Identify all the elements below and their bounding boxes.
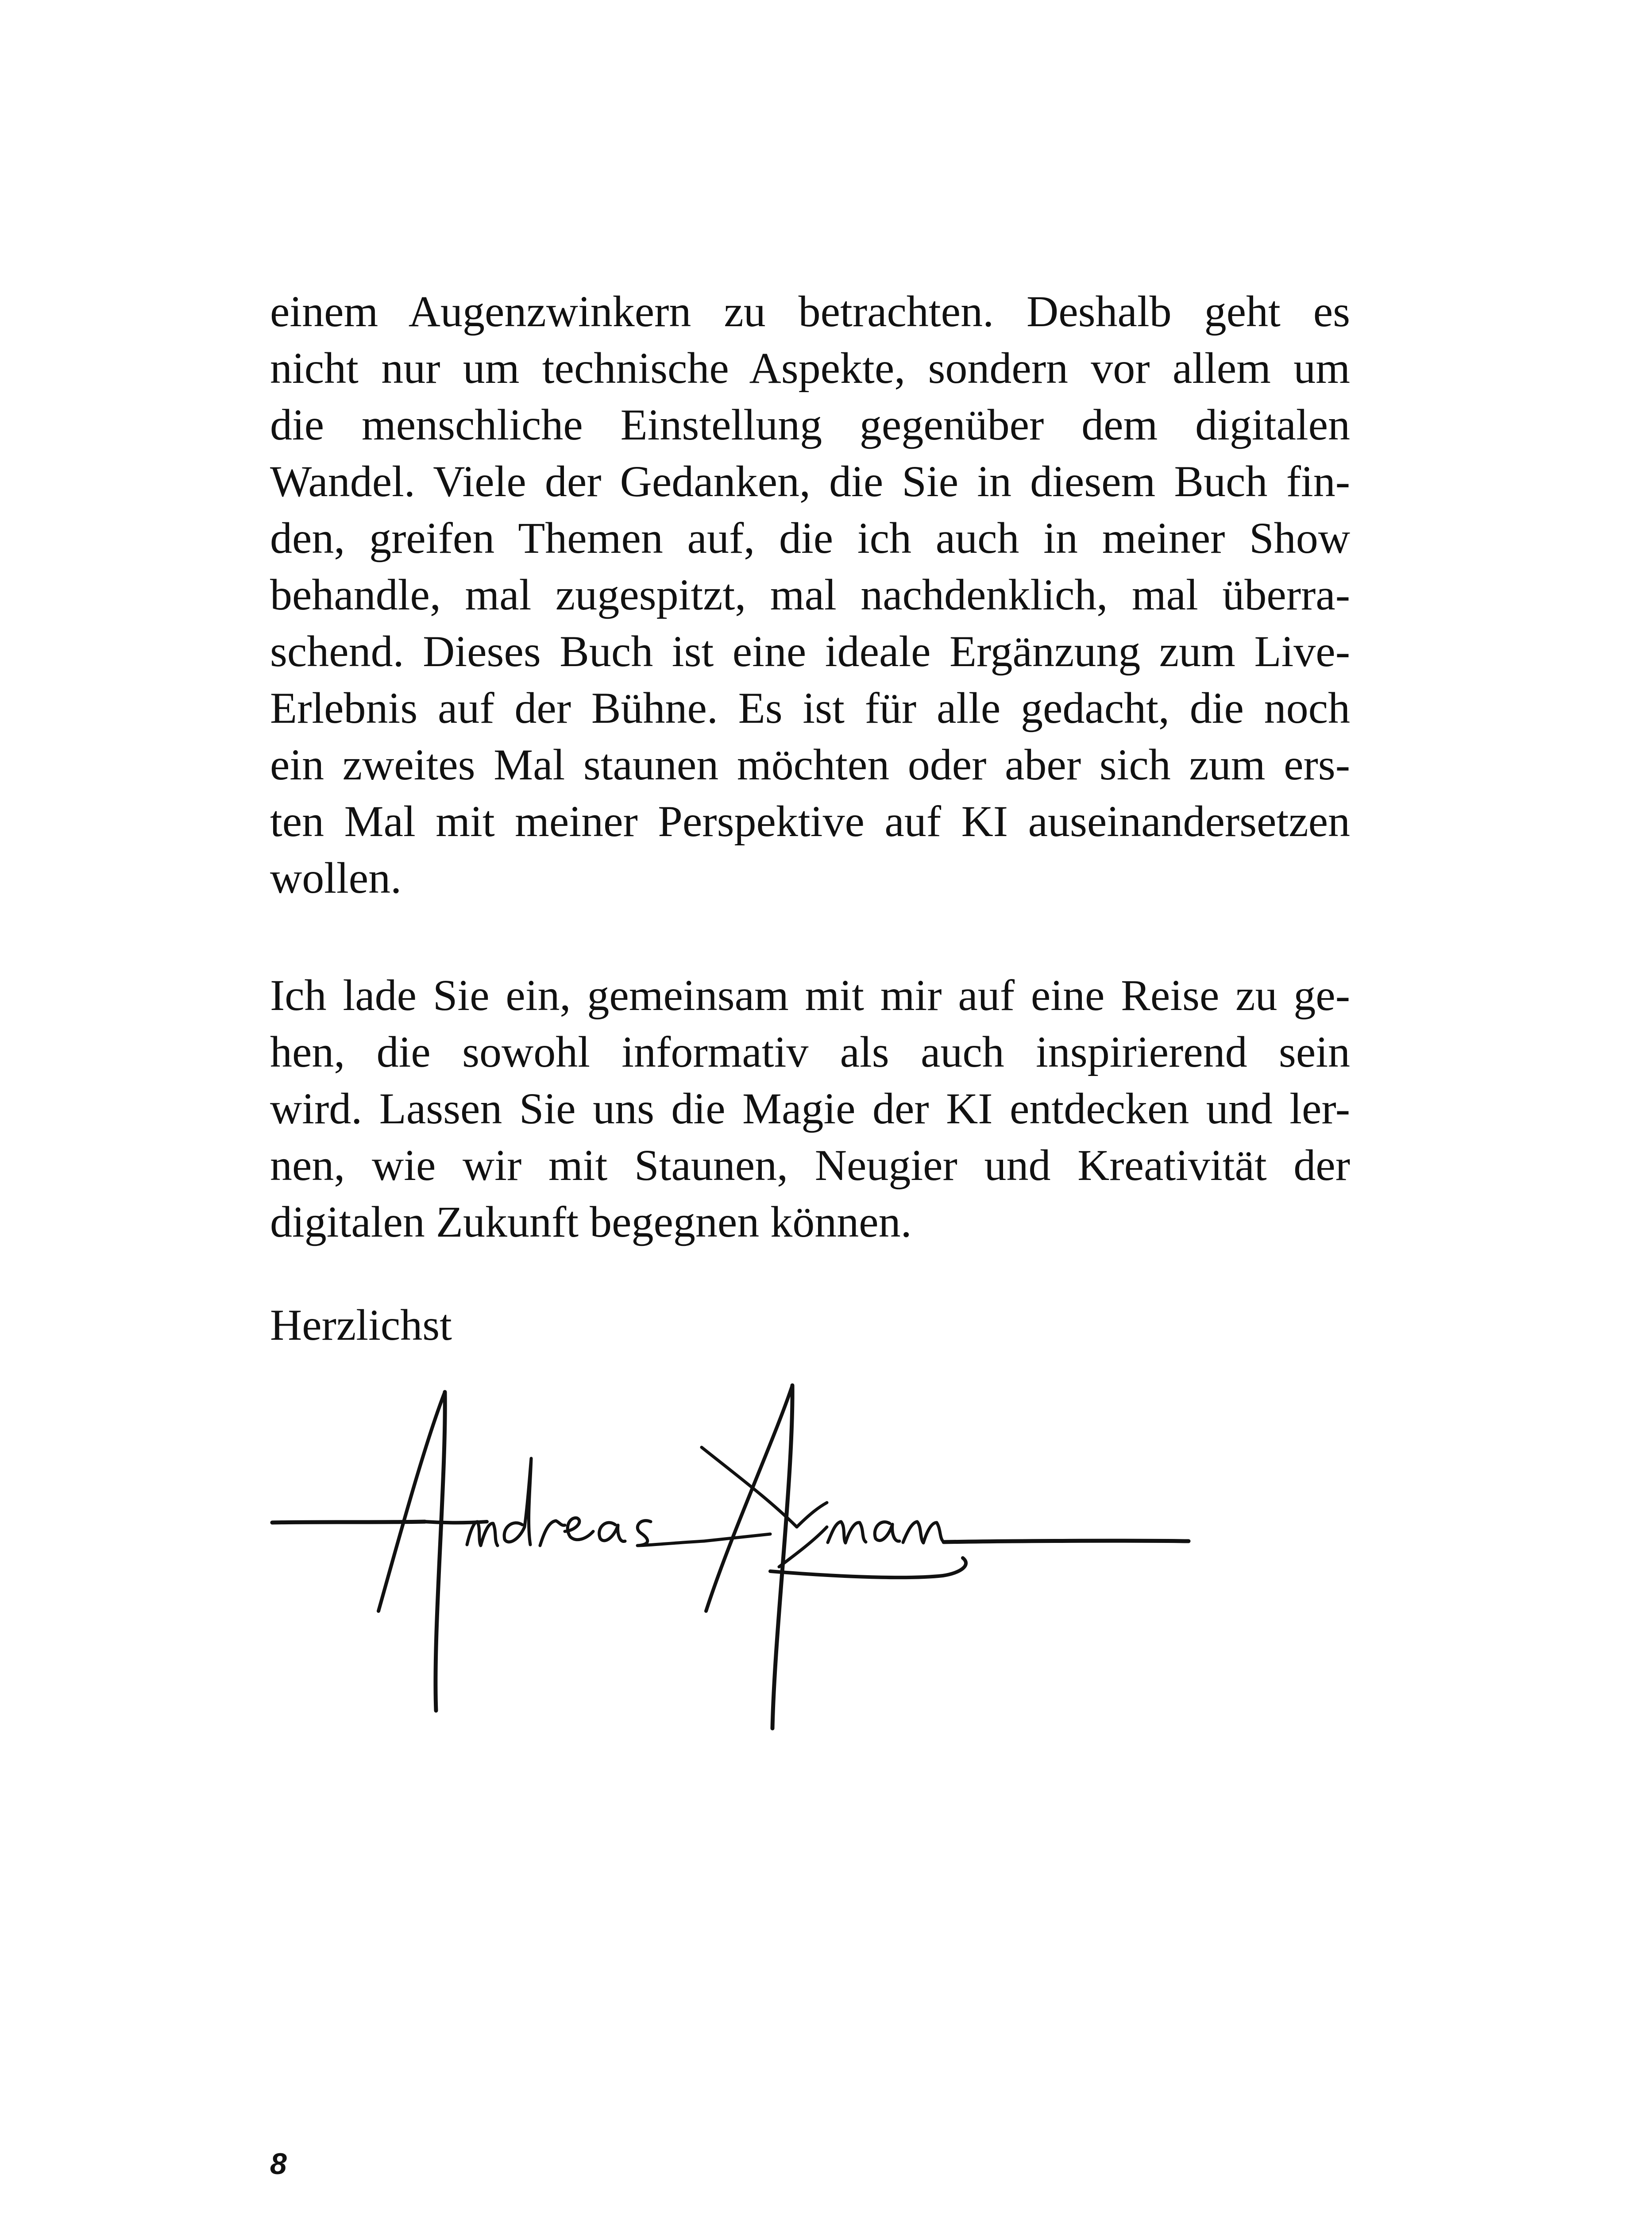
text-line: Ich lade Sie ein, gemeinsam mit mir auf eine Reise zu ge- xyxy=(270,971,1350,1020)
page-number: 8 xyxy=(270,2147,287,2181)
text-line: schend. Dieses Buch ist eine ideale Ergänzung zum Live- xyxy=(270,627,1350,676)
signature-stroke xyxy=(378,1392,445,1611)
signature-stroke xyxy=(565,1518,593,1540)
text-line: den, greifen Themen auf, die ich auch in meiner Show xyxy=(270,513,1350,563)
signature-stroke xyxy=(702,1447,797,1527)
text-line: Erlebnis auf der Bühne. Es ist für alle gedacht, die noch xyxy=(270,683,1350,733)
signature-stroke xyxy=(944,1541,1189,1542)
text-line: wird. Lassen Sie uns die Magie der KI entdecken und ler- xyxy=(270,1084,1350,1133)
closing-text: Herzlichst xyxy=(270,1300,452,1349)
signature-stroke xyxy=(637,1521,704,1546)
paragraph-2 xyxy=(270,967,1350,1250)
closing-salutation xyxy=(270,1297,1350,1353)
signature-stroke xyxy=(797,1503,827,1527)
handwritten-signature xyxy=(266,1381,1217,1757)
signature-stroke xyxy=(540,1521,565,1546)
signature-stroke xyxy=(599,1523,625,1541)
text-line: ten Mal mit meiner Perspektive auf KI auseinandersetzen xyxy=(270,797,1350,846)
text-line: nicht nur um technische Aspekte, sondern vor allem um xyxy=(270,343,1350,393)
text-line: Wandel. Viele der Gedanken, die Sie in diesem Buch fin- xyxy=(270,457,1350,506)
text-line: nen, wie wir mit Staunen, Neugier und Kreativität der xyxy=(270,1141,1350,1190)
paragraph-1 xyxy=(270,283,1350,906)
signature-stroke xyxy=(903,1522,944,1543)
signature-stroke xyxy=(772,1385,792,1728)
text-line: die menschliche Einstellung gegenüber dem digitalen xyxy=(270,400,1350,449)
signature-stroke xyxy=(504,1458,531,1545)
signature-stroke xyxy=(875,1522,899,1542)
text-line: ein zweites Mal staunen möchten oder aber sich zum ers- xyxy=(270,740,1350,789)
text-line: wollen. xyxy=(270,853,402,902)
signature-stroke xyxy=(436,1392,445,1711)
text-line: einem Augenzwinkern zu betrachten. Deshalb geht es xyxy=(270,287,1350,336)
signature-stroke xyxy=(828,1522,866,1543)
text-line: digitalen Zukunft begegnen können. xyxy=(270,1197,912,1246)
text-line: hen, die sowohl informativ als auch inspirierend sein xyxy=(270,1027,1350,1076)
signature-stroke xyxy=(704,1534,770,1541)
signature-stroke xyxy=(770,1558,966,1577)
signature-stroke xyxy=(706,1385,792,1611)
text-line: behandle, mal zugespitzt, mal nachdenklich, mal überra- xyxy=(270,570,1350,619)
signature-stroke xyxy=(467,1522,498,1546)
